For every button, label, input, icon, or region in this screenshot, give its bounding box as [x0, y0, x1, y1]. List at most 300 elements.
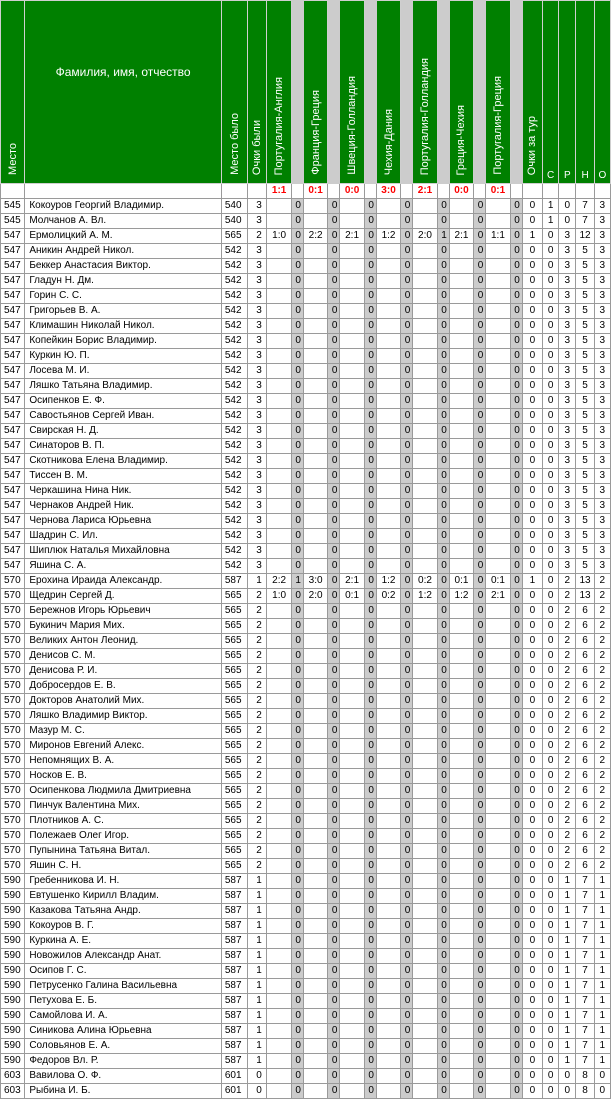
match-points-cell: 0 — [291, 409, 303, 424]
place-cell: 590 — [1, 934, 25, 949]
match-points-cell: 0 — [437, 334, 449, 349]
results-blank — [474, 184, 486, 199]
prediction-cell — [376, 904, 400, 919]
stat-r-cell: 2 — [559, 604, 576, 619]
tour-points-cell: 0 — [522, 634, 542, 649]
prediction-cell — [303, 619, 327, 634]
stat-o-cell: 1 — [594, 919, 610, 934]
prediction-cell — [376, 304, 400, 319]
place-cell: 547 — [1, 439, 25, 454]
match-points-cell: 0 — [510, 1009, 522, 1024]
prediction-cell — [303, 604, 327, 619]
stat-n-cell: 7 — [576, 214, 594, 229]
prediction-cell — [340, 889, 364, 904]
match-points-cell: 0 — [364, 889, 376, 904]
points-were-header: Очки были — [248, 1, 267, 184]
tour-points-cell: 0 — [522, 454, 542, 469]
place-cell: 570 — [1, 799, 25, 814]
tour-points-cell: 0 — [522, 919, 542, 934]
points-were-cell: 3 — [248, 349, 267, 364]
prediction-cell — [340, 829, 364, 844]
match-points-cell: 0 — [437, 739, 449, 754]
tour-points-cell: 0 — [522, 364, 542, 379]
place-was-cell: 587 — [221, 934, 247, 949]
prediction-cell: 2:1 — [449, 229, 473, 244]
match-points-cell: 0 — [364, 1054, 376, 1069]
match-points-cell: 0 — [474, 394, 486, 409]
match-points-cell: 0 — [364, 259, 376, 274]
match-points-cell: 0 — [328, 859, 340, 874]
tour-points-cell: 0 — [522, 349, 542, 364]
stat-o-cell: 3 — [594, 229, 610, 244]
prediction-cell — [413, 499, 437, 514]
stat-o-cell: 3 — [594, 514, 610, 529]
tour-points-cell: 0 — [522, 289, 542, 304]
stat-s-cell: 0 — [543, 409, 559, 424]
table-row — [1, 1009, 611, 1024]
table-row — [1, 499, 611, 514]
prediction-cell — [376, 469, 400, 484]
table-row — [1, 364, 611, 379]
place-was-cell: 565 — [221, 589, 247, 604]
match-points-cell: 0 — [510, 739, 522, 754]
stat-n-cell: 6 — [576, 844, 594, 859]
prediction-cell: 1:2 — [376, 574, 400, 589]
stat-r-cell: 3 — [559, 484, 576, 499]
points-were-cell: 1 — [248, 574, 267, 589]
stat-n-cell: 6 — [576, 679, 594, 694]
prediction-cell — [376, 814, 400, 829]
prediction-cell — [376, 649, 400, 664]
prediction-cell — [376, 319, 400, 334]
stat-o-cell: 3 — [594, 214, 610, 229]
match-points-cell: 0 — [328, 574, 340, 589]
table-row — [1, 229, 611, 244]
place-was-cell: 587 — [221, 979, 247, 994]
match-points-cell: 0 — [328, 304, 340, 319]
match-points-cell: 0 — [474, 844, 486, 859]
stat-o-cell: 3 — [594, 364, 610, 379]
name-cell: Куркина А. Е. — [25, 934, 222, 949]
prediction-cell — [449, 754, 473, 769]
match-points-cell: 0 — [401, 229, 413, 244]
prediction-cell — [376, 514, 400, 529]
name-cell: Плотников А. С. — [25, 814, 222, 829]
prediction-cell — [303, 1039, 327, 1054]
prediction-cell — [340, 919, 364, 934]
stat-r-cell: 1 — [559, 934, 576, 949]
stat-s-cell: 0 — [543, 964, 559, 979]
stat-n-cell: 5 — [576, 349, 594, 364]
match-points-cell: 1 — [437, 229, 449, 244]
stat-o-cell: 2 — [594, 664, 610, 679]
prediction-cell — [376, 379, 400, 394]
table-row — [1, 664, 611, 679]
match-points-cell: 0 — [510, 1054, 522, 1069]
match-points-cell: 0 — [364, 319, 376, 334]
prediction-cell — [413, 844, 437, 859]
place-cell: 547 — [1, 349, 25, 364]
table-row — [1, 424, 611, 439]
prediction-cell — [449, 364, 473, 379]
stat-s-cell: 0 — [543, 1039, 559, 1054]
match-points-cell: 0 — [437, 634, 449, 649]
stat-n-cell: 5 — [576, 454, 594, 469]
prediction-cell — [267, 334, 291, 349]
points-were-cell: 3 — [248, 499, 267, 514]
name-cell: Пупынина Татьяна Витал. — [25, 844, 222, 859]
match-points-cell: 0 — [401, 919, 413, 934]
match-points-cell: 0 — [291, 1054, 303, 1069]
stat-o-cell: 2 — [594, 814, 610, 829]
prediction-cell — [303, 979, 327, 994]
points-were-cell: 1 — [248, 1024, 267, 1039]
name-cell: Шиплюк Наталья Михайловна — [25, 544, 222, 559]
tour-points-cell: 0 — [522, 199, 542, 214]
points-were-cell: 1 — [248, 1054, 267, 1069]
prediction-cell — [486, 514, 510, 529]
place-header: Место — [1, 1, 25, 184]
match-points-cell: 0 — [474, 484, 486, 499]
place-was-cell: 542 — [221, 499, 247, 514]
match-points-cell: 0 — [437, 709, 449, 724]
stat-r-cell: 1 — [559, 979, 576, 994]
match-points-cell: 0 — [474, 664, 486, 679]
stat-r-cell: 3 — [559, 559, 576, 574]
match-points-cell: 0 — [328, 364, 340, 379]
prediction-cell — [267, 814, 291, 829]
stat-n-cell: 5 — [576, 529, 594, 544]
table-row — [1, 769, 611, 784]
stat-n-cell: 13 — [576, 574, 594, 589]
place-was-cell: 587 — [221, 874, 247, 889]
prediction-cell — [486, 634, 510, 649]
match-points-cell: 0 — [328, 334, 340, 349]
tour-points-cell: 0 — [522, 724, 542, 739]
stat-r-cell: 2 — [559, 814, 576, 829]
stat-o-cell: 1 — [594, 1009, 610, 1024]
place-was-cell: 542 — [221, 439, 247, 454]
name-cell: Самойлова И. А. — [25, 1009, 222, 1024]
stat-r-cell: 1 — [559, 919, 576, 934]
match-points-cell: 0 — [364, 364, 376, 379]
stat-s-cell: 0 — [543, 979, 559, 994]
prediction-cell — [449, 619, 473, 634]
match-points-cell: 0 — [401, 469, 413, 484]
match-points-cell: 0 — [328, 994, 340, 1009]
prediction-cell — [376, 739, 400, 754]
prediction-cell — [267, 709, 291, 724]
prediction-cell — [449, 289, 473, 304]
match-points-cell: 0 — [510, 424, 522, 439]
match-points-cell: 0 — [328, 589, 340, 604]
stat-n-cell: 5 — [576, 289, 594, 304]
place-cell: 570 — [1, 634, 25, 649]
prediction-cell — [376, 844, 400, 859]
prediction-cell — [340, 904, 364, 919]
match-points-cell: 0 — [510, 979, 522, 994]
prediction-cell — [303, 664, 327, 679]
match-points-cell: 0 — [291, 1069, 303, 1084]
stat-r-cell: 3 — [559, 334, 576, 349]
prediction-cell — [303, 304, 327, 319]
stat-n-cell: 5 — [576, 334, 594, 349]
table-row — [1, 979, 611, 994]
table-row — [1, 469, 611, 484]
match-points-cell: 0 — [291, 274, 303, 289]
name-cell: Петрусенко Галина Васильевна — [25, 979, 222, 994]
match-points-cell: 0 — [291, 319, 303, 334]
match-points-cell: 0 — [291, 964, 303, 979]
tour-points-cell: 0 — [522, 499, 542, 514]
match-points-cell: 0 — [401, 289, 413, 304]
prediction-cell — [486, 199, 510, 214]
match-points-cell: 0 — [474, 409, 486, 424]
tour-points-cell: 0 — [522, 754, 542, 769]
tour-points-cell: 0 — [522, 799, 542, 814]
place-was-cell: 542 — [221, 559, 247, 574]
prediction-cell — [413, 214, 437, 229]
name-cell: Щедрин Сергей Д. — [25, 589, 222, 604]
stat-s-cell: 0 — [543, 649, 559, 664]
prediction-cell — [303, 934, 327, 949]
match-points-cell: 0 — [437, 919, 449, 934]
prediction-cell — [340, 349, 364, 364]
stat-r-cell: 1 — [559, 904, 576, 919]
match-points-cell: 0 — [328, 649, 340, 664]
prediction-cell — [303, 364, 327, 379]
match-points-cell: 0 — [401, 694, 413, 709]
prediction-cell — [413, 454, 437, 469]
prediction-cell — [267, 934, 291, 949]
match-points-cell: 0 — [437, 304, 449, 319]
prediction-cell — [303, 919, 327, 934]
table-row — [1, 889, 611, 904]
match-points-cell: 0 — [437, 484, 449, 499]
prediction-cell — [413, 904, 437, 919]
match-points-cell: 0 — [510, 319, 522, 334]
stat-s-cell: 0 — [543, 784, 559, 799]
match-points-cell: 0 — [291, 814, 303, 829]
table-row — [1, 454, 611, 469]
place-cell: 547 — [1, 364, 25, 379]
match-points-cell: 0 — [510, 859, 522, 874]
tour-points-cell: 0 — [522, 529, 542, 544]
match-points-cell: 0 — [474, 199, 486, 214]
tour-points-cell: 0 — [522, 244, 542, 259]
match-points-cell: 0 — [291, 604, 303, 619]
place-was-cell: 565 — [221, 739, 247, 754]
place-cell: 547 — [1, 259, 25, 274]
match-points-cell: 0 — [364, 529, 376, 544]
prediction-cell — [267, 799, 291, 814]
prediction-cell — [486, 1039, 510, 1054]
prediction-cell — [303, 814, 327, 829]
match-points-cell: 0 — [328, 1054, 340, 1069]
prediction-cell — [449, 604, 473, 619]
prediction-cell — [486, 1084, 510, 1099]
match-points-cell: 0 — [364, 349, 376, 364]
stat-o-cell: 3 — [594, 244, 610, 259]
prediction-cell — [340, 529, 364, 544]
match-points-cell: 0 — [510, 874, 522, 889]
match-points-cell: 0 — [328, 529, 340, 544]
stat-r-cell: 3 — [559, 454, 576, 469]
name-cell: Новожилов Александр Анат. — [25, 949, 222, 964]
match-points-cell: 0 — [401, 679, 413, 694]
match-points-cell: 0 — [364, 769, 376, 784]
match-points-cell: 0 — [291, 229, 303, 244]
points-were-cell: 2 — [248, 784, 267, 799]
prediction-cell — [486, 334, 510, 349]
prediction-cell — [303, 289, 327, 304]
place-was-cell: 587 — [221, 1009, 247, 1024]
match-points-cell: 0 — [474, 784, 486, 799]
match-result-3: 0:0 — [340, 184, 364, 199]
match-points-cell: 1 — [291, 574, 303, 589]
match-points-cell: 0 — [474, 769, 486, 784]
stat-r-cell: 3 — [559, 364, 576, 379]
match-points-cell: 0 — [437, 649, 449, 664]
place-cell: 603 — [1, 1069, 25, 1084]
stat-r-cell: 2 — [559, 769, 576, 784]
prediction-cell — [376, 214, 400, 229]
match-points-cell: 0 — [510, 634, 522, 649]
prediction-cell — [449, 799, 473, 814]
prediction-cell — [449, 889, 473, 904]
prediction-cell — [449, 934, 473, 949]
place-was-cell: 565 — [221, 859, 247, 874]
stat-s-cell: 0 — [543, 904, 559, 919]
stat-r-cell: 1 — [559, 1039, 576, 1054]
match-points-cell: 0 — [364, 1039, 376, 1054]
match-header-2: Франция-Греция — [303, 1, 327, 184]
match-points-cell: 0 — [437, 394, 449, 409]
place-was-cell: 542 — [221, 409, 247, 424]
prediction-cell — [267, 409, 291, 424]
stat-o-cell: 3 — [594, 439, 610, 454]
prediction-cell — [449, 319, 473, 334]
match-points-cell: 0 — [291, 499, 303, 514]
match-points-cell: 0 — [437, 1009, 449, 1024]
stat-r-cell: 3 — [559, 319, 576, 334]
prediction-cell — [376, 694, 400, 709]
stat-r-cell: 0 — [559, 199, 576, 214]
match-points-cell: 0 — [328, 889, 340, 904]
match-points-cell: 0 — [474, 829, 486, 844]
stat-s-cell: 0 — [543, 529, 559, 544]
place-was-cell: 565 — [221, 634, 247, 649]
match-points-cell: 0 — [291, 289, 303, 304]
place-was-cell: 565 — [221, 619, 247, 634]
prediction-cell — [413, 544, 437, 559]
place-was-cell: 565 — [221, 784, 247, 799]
stat-r-cell: 3 — [559, 514, 576, 529]
prediction-cell — [303, 199, 327, 214]
match-points-cell: 0 — [401, 799, 413, 814]
prediction-cell — [267, 904, 291, 919]
stat-r-cell: 3 — [559, 244, 576, 259]
stat-o-cell: 2 — [594, 589, 610, 604]
match-points-cell: 0 — [401, 964, 413, 979]
prediction-cell — [340, 1069, 364, 1084]
stat-n-cell: 6 — [576, 694, 594, 709]
match-points-cell: 0 — [364, 874, 376, 889]
match-points-cell: 0 — [364, 679, 376, 694]
match-points-cell: 0 — [510, 1069, 522, 1084]
prediction-cell — [376, 919, 400, 934]
prediction-cell — [340, 439, 364, 454]
match-points-cell: 0 — [291, 739, 303, 754]
points-were-cell: 3 — [248, 439, 267, 454]
table-row — [1, 619, 611, 634]
prediction-cell — [413, 769, 437, 784]
prediction-cell — [267, 499, 291, 514]
prediction-cell — [303, 694, 327, 709]
match-points-cell: 0 — [401, 559, 413, 574]
prediction-cell: 1:2 — [413, 589, 437, 604]
prediction-cell — [303, 844, 327, 859]
place-cell: 570 — [1, 829, 25, 844]
match-points-cell: 0 — [401, 484, 413, 499]
tour-points-cell: 0 — [522, 1024, 542, 1039]
match-points-cell: 0 — [328, 394, 340, 409]
results-blank — [25, 184, 222, 199]
name-cell: Ермолицкий А. М. — [25, 229, 222, 244]
place-cell: 570 — [1, 769, 25, 784]
match-points-cell: 0 — [291, 874, 303, 889]
match-points-cell: 0 — [328, 949, 340, 964]
prediction-cell — [486, 814, 510, 829]
prediction-cell — [449, 529, 473, 544]
match-points-cell: 0 — [437, 514, 449, 529]
prediction-cell — [376, 364, 400, 379]
stat-s-cell: 0 — [543, 544, 559, 559]
match-points-cell: 0 — [291, 364, 303, 379]
tour-points-cell: 0 — [522, 949, 542, 964]
prediction-cell — [413, 469, 437, 484]
place-cell: 547 — [1, 274, 25, 289]
match-points-cell: 0 — [328, 214, 340, 229]
stat-r-cell: 3 — [559, 289, 576, 304]
stat-r-cell: 2 — [559, 709, 576, 724]
stat-o-cell: 1 — [594, 874, 610, 889]
match-points-cell: 0 — [401, 274, 413, 289]
match-points-cell: 0 — [437, 259, 449, 274]
match-points-cell: 0 — [328, 1009, 340, 1024]
stat-n-cell: 5 — [576, 469, 594, 484]
match-points-cell: 0 — [510, 529, 522, 544]
prediction-cell — [413, 859, 437, 874]
prediction-cell — [449, 424, 473, 439]
points-were-cell: 3 — [248, 289, 267, 304]
match-points-cell: 0 — [364, 649, 376, 664]
match-points-cell: 0 — [401, 604, 413, 619]
points-were-cell: 3 — [248, 394, 267, 409]
tour-points-cell: 0 — [522, 394, 542, 409]
prediction-cell — [413, 274, 437, 289]
prediction-cell — [376, 1069, 400, 1084]
tour-points-header: Очки за тур — [522, 1, 542, 184]
table-row — [1, 859, 611, 874]
prediction-cell — [413, 334, 437, 349]
match-points-cell: 0 — [474, 934, 486, 949]
match-points-cell: 0 — [474, 559, 486, 574]
match-points-cell: 0 — [401, 439, 413, 454]
match-points-cell: 0 — [291, 859, 303, 874]
match-points-cell: 0 — [401, 754, 413, 769]
match-points-cell: 0 — [401, 994, 413, 1009]
